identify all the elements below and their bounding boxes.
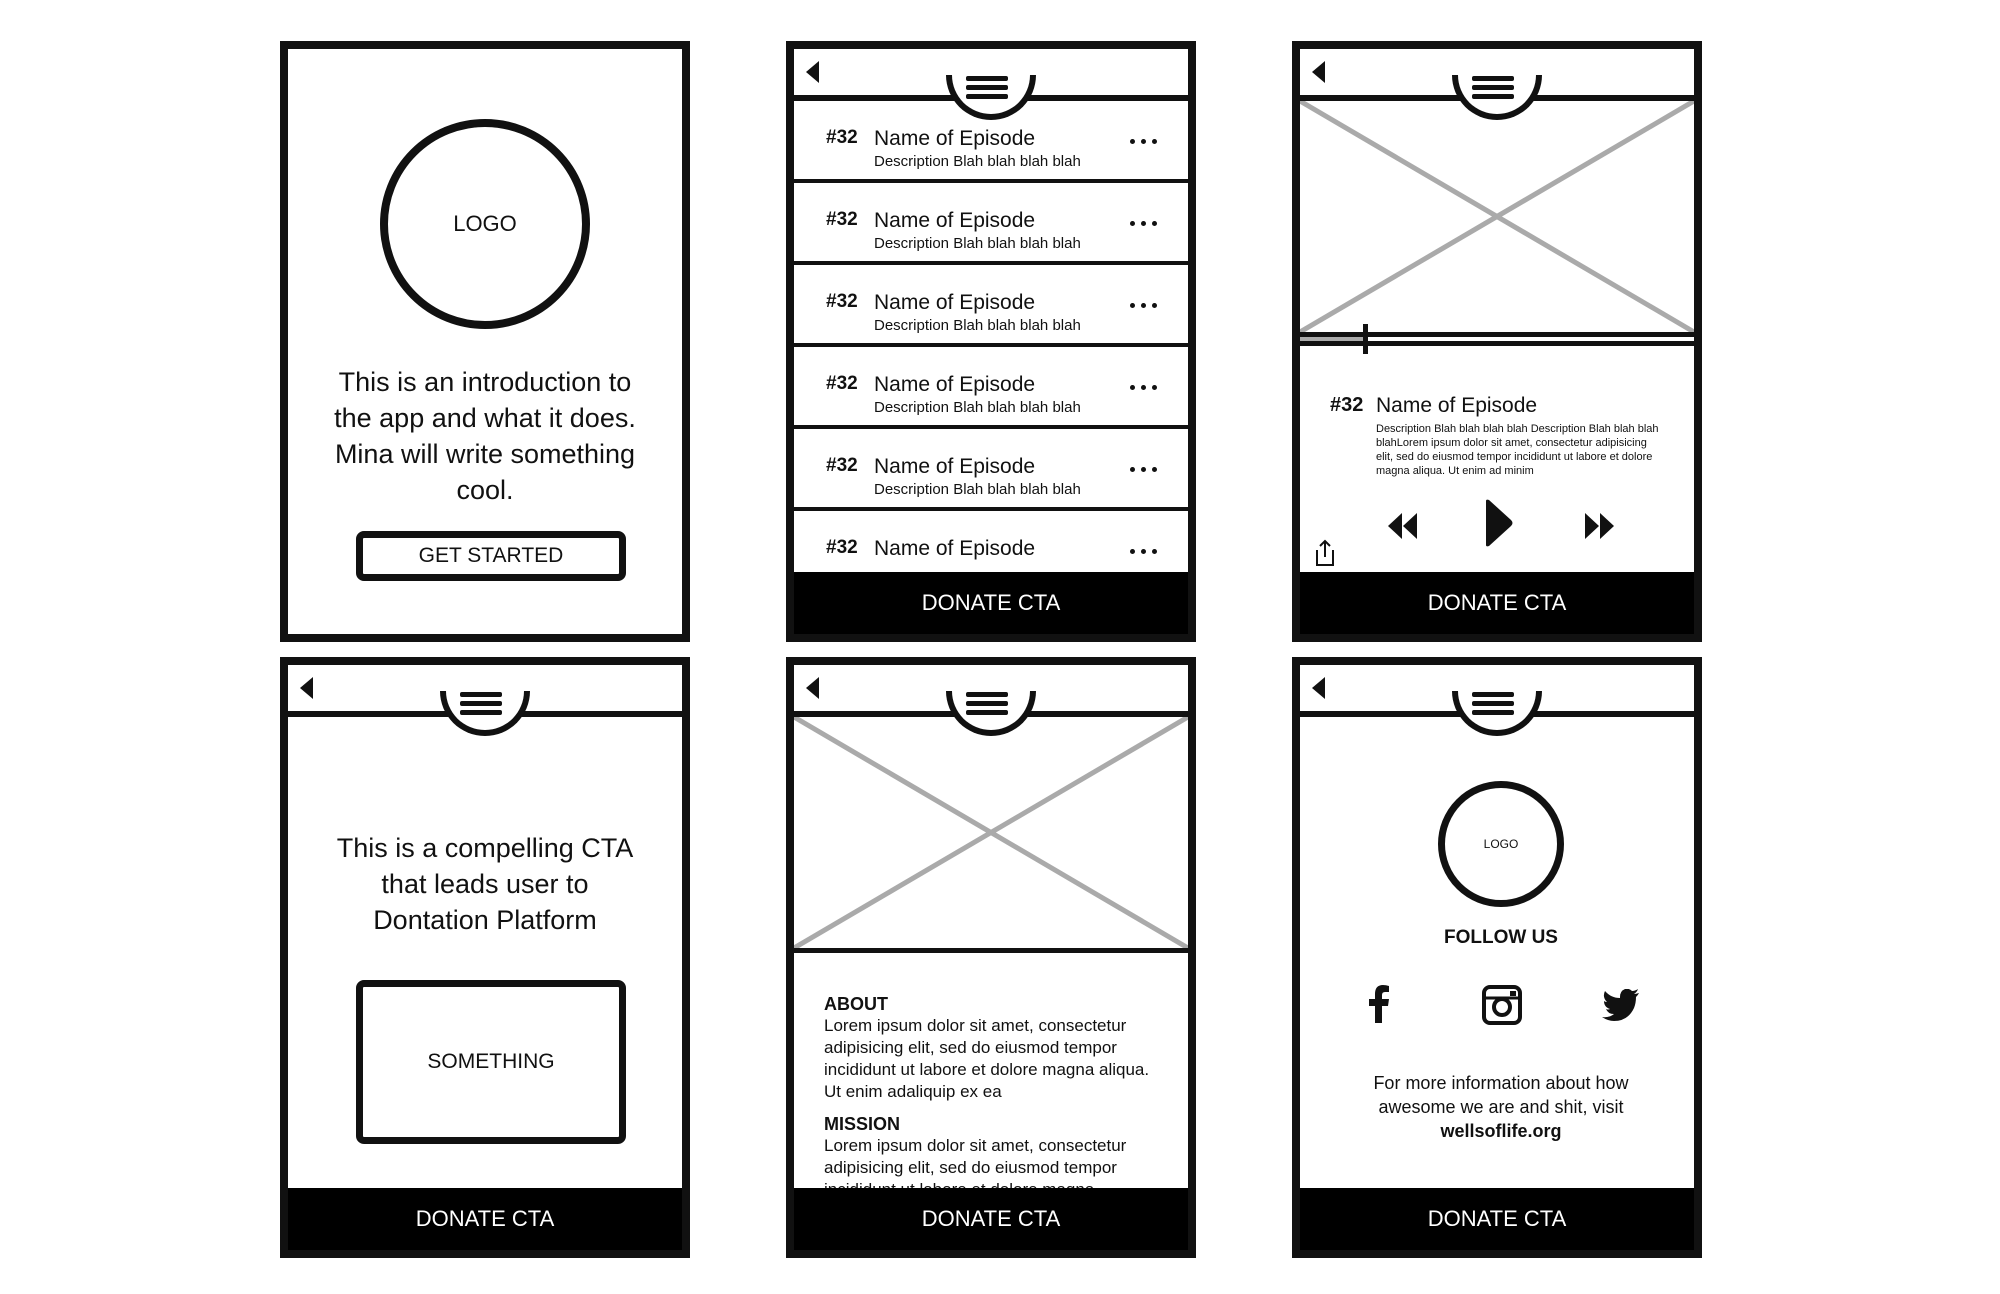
episode-number: #32 — [826, 209, 858, 230]
facebook-icon[interactable] — [1368, 985, 1390, 1023]
more-options-icon[interactable] — [1130, 131, 1170, 147]
donate-cta-button[interactable] — [794, 1188, 1188, 1250]
website-link[interactable]: wellsoflife.org — [1440, 1121, 1562, 1141]
more-options-icon[interactable] — [1130, 213, 1170, 229]
back-arrow-icon[interactable] — [806, 61, 819, 83]
get-started-label: GET STARTED — [418, 544, 564, 567]
cta-text: This is a compelling CTA that leads user to Dontation Platform — [336, 833, 634, 935]
episode-number: #32 — [826, 127, 858, 148]
rewind-icon[interactable] — [1388, 513, 1418, 539]
instagram-icon[interactable] — [1482, 985, 1522, 1025]
episode-description: Description Blah blah blah blah — [874, 317, 1081, 334]
back-arrow-icon[interactable] — [806, 677, 819, 699]
episode-description: Description Blah blah blah blah — [874, 399, 1081, 416]
divider — [794, 948, 1188, 953]
more-options-icon[interactable] — [1130, 541, 1170, 557]
episode-name: Name of Episode — [874, 537, 1036, 560]
progress-scrubber[interactable] — [1300, 332, 1694, 346]
episode-number: #32 — [826, 291, 858, 312]
donate-cta-label: DONATE CTA — [921, 590, 1061, 615]
mission-text: Lorem ipsum dolor sit amet, consectetur adipisicing elit, sed do eiusmod tempor — [824, 1136, 1127, 1177]
intro-text: This is an introduction to the app and what it does. Mina will write something cool. — [334, 367, 636, 505]
follow-screen — [1292, 657, 1702, 1258]
episode-list — [794, 101, 1188, 593]
hamburger-menu-icon[interactable] — [1472, 76, 1514, 104]
hamburger-menu-icon[interactable] — [966, 76, 1008, 104]
scrubber-handle[interactable] — [1363, 324, 1368, 354]
logo-label: LOGO — [453, 211, 517, 236]
more-info-text — [1340, 1071, 1662, 1143]
about-text: Lorem ipsum dolor sit amet, consectetur adipisicing elit, sed do eiusmod tempor incididunt ut labore et dolore magna aliqua. Ut enim adaliquip ex ea — [824, 1016, 1150, 1101]
about-content — [824, 993, 1164, 1211]
top-nav-bar — [794, 665, 1188, 725]
top-nav-bar — [1300, 665, 1694, 725]
list-item[interactable] — [794, 265, 1188, 347]
logo-placeholder — [380, 119, 590, 329]
logo-label: LOGO — [1483, 837, 1519, 851]
episode-description: Description Blah blah blah blah — [874, 235, 1081, 252]
episode-name: Name of Episode — [874, 455, 1036, 478]
episode-number: #32 — [826, 373, 858, 394]
about-heading: ABOUT — [824, 994, 888, 1014]
hamburger-menu-icon[interactable] — [1472, 692, 1514, 720]
something-button[interactable] — [356, 980, 626, 1144]
donate-cta-label: DONATE CTA — [1427, 1206, 1567, 1231]
fast-forward-icon[interactable] — [1584, 513, 1614, 539]
donate-cta-label: DONATE CTA — [1427, 590, 1567, 615]
something-label: SOMETHING — [427, 1050, 555, 1073]
donate-cta-button[interactable] — [1300, 572, 1694, 634]
get-started-button[interactable] — [356, 531, 626, 581]
top-nav-bar — [288, 665, 682, 725]
episode-description: Description Blah blah blah blah — [874, 153, 1081, 170]
list-item[interactable] — [794, 347, 1188, 429]
list-item[interactable] — [794, 183, 1188, 265]
follow-us-heading: FOLLOW US — [1444, 927, 1558, 948]
hamburger-menu-icon[interactable] — [966, 692, 1008, 720]
episode-name: Name of Episode — [874, 209, 1036, 232]
mission-heading: MISSION — [824, 1114, 901, 1134]
episode-description: Description Blah blah blah blah Description Blah blah blah blahLorem ipsum dolor sit amet, consectetur adipisicing elit, sed do eiusmod tempor incididunt ut labore et dolore magna aliqua. Ut enim ad minim — [1376, 423, 1659, 477]
episode-number: #32 — [826, 537, 858, 558]
top-nav-bar — [794, 49, 1188, 109]
intro-screen — [280, 41, 690, 642]
donate-cta-label: DONATE CTA — [415, 1206, 555, 1231]
image-placeholder — [1300, 101, 1694, 332]
logo-placeholder — [1438, 781, 1564, 907]
about-screen — [786, 657, 1196, 1258]
donate-cta-button[interactable] — [1300, 1188, 1694, 1250]
back-arrow-icon[interactable] — [1312, 61, 1325, 83]
more-options-icon[interactable] — [1130, 459, 1170, 475]
donate-cta-button[interactable] — [794, 572, 1188, 634]
hamburger-menu-icon[interactable] — [460, 692, 502, 720]
share-icon[interactable] — [1314, 539, 1336, 567]
episode-name: Name of Episode — [874, 373, 1036, 396]
episode-name: Name of Episode — [874, 291, 1036, 314]
cta-screen — [280, 657, 690, 1258]
player-screen — [1292, 41, 1702, 642]
back-arrow-icon[interactable] — [1312, 677, 1325, 699]
more-options-icon[interactable] — [1130, 295, 1170, 311]
episode-name: Name of Episode — [1376, 394, 1538, 417]
info-text: For more information about how awesome we are and shit, visit — [1373, 1073, 1629, 1117]
donate-cta-button[interactable] — [288, 1188, 682, 1250]
list-item[interactable] — [794, 429, 1188, 511]
top-nav-bar — [1300, 49, 1694, 109]
donate-cta-label: DONATE CTA — [921, 1206, 1061, 1231]
image-placeholder — [794, 717, 1188, 948]
episode-number: #32 — [1330, 394, 1364, 416]
episode-name: Name of Episode — [874, 127, 1036, 150]
back-arrow-icon[interactable] — [300, 677, 313, 699]
episode-list-screen — [786, 41, 1196, 642]
episode-description: Description Blah blah blah blah — [874, 481, 1081, 498]
play-icon[interactable] — [1484, 499, 1514, 547]
episode-number: #32 — [826, 455, 858, 476]
more-options-icon[interactable] — [1130, 377, 1170, 393]
twitter-icon[interactable] — [1602, 989, 1640, 1021]
